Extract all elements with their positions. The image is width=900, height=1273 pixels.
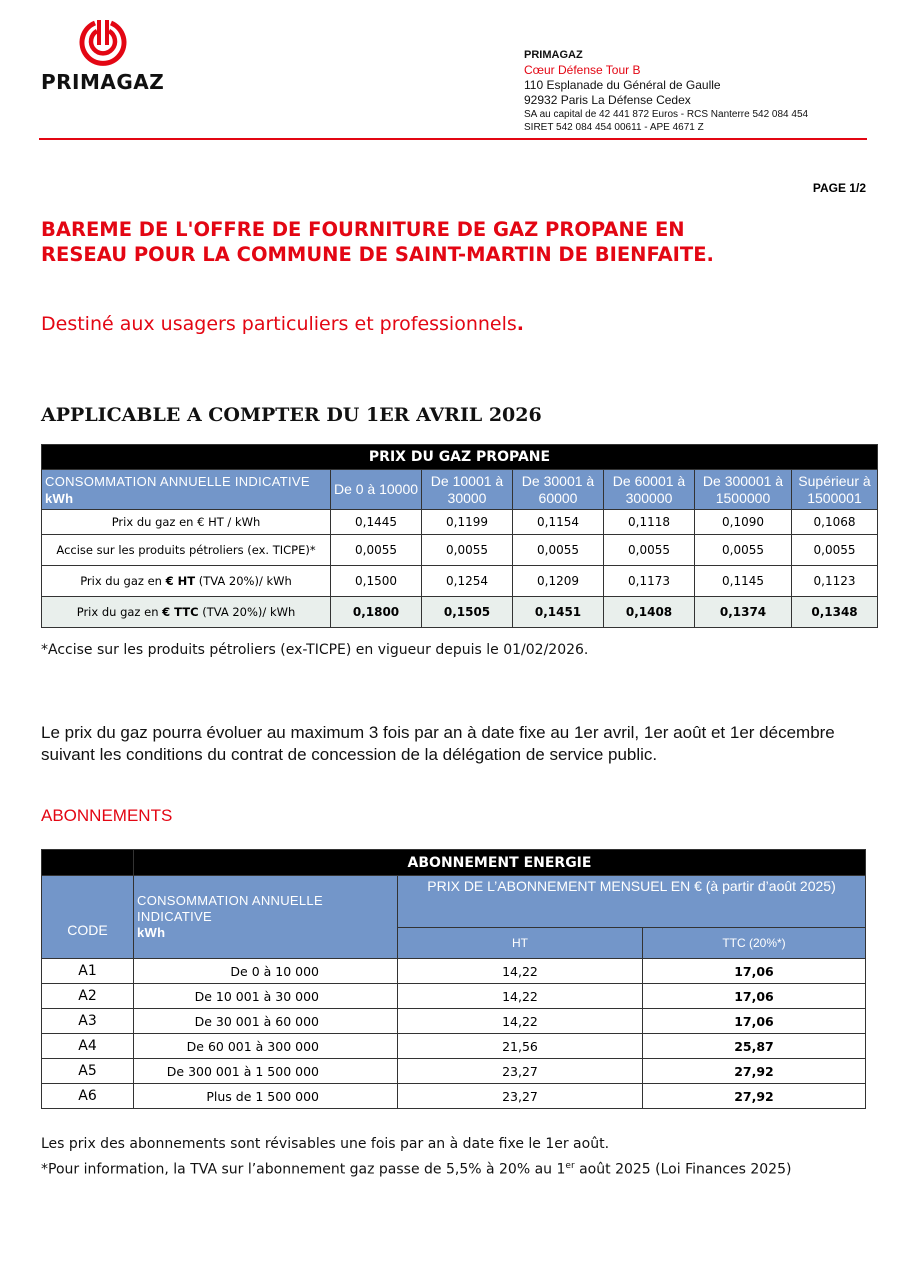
row-label: Accise sur les produits pétroliers (ex. TICPE)* xyxy=(42,535,331,566)
ht-cell: 14,22 xyxy=(398,984,643,1009)
column-header: De 300001 à 1500000 xyxy=(695,470,792,510)
footer-text: août 2025 (Loi Finances 2025) xyxy=(574,1161,792,1178)
consumption-header xyxy=(134,876,398,959)
ht-cell: 23,27 xyxy=(398,1084,643,1109)
street: 110 Esplanade du Général de Gaulle xyxy=(524,78,721,92)
subtitle-text: Destiné aux usagers particuliers et professionnels xyxy=(41,313,517,335)
city: 92932 Paris La Défense Cedex xyxy=(524,93,691,107)
ht-cell: 21,56 xyxy=(398,1034,643,1059)
cell: 0,1800 xyxy=(331,597,422,628)
cell: 0,1118 xyxy=(604,510,695,535)
code-cell: A3 xyxy=(42,1009,134,1034)
cell: 0,1068 xyxy=(792,510,878,535)
footer-text: *Pour information, la TVA sur l’abonnement gaz passe de 5,5% à 20% au 1 xyxy=(41,1161,566,1178)
company-name: PRIMAGAZ xyxy=(524,49,583,61)
cell: 0,1154 xyxy=(513,510,604,535)
table-row xyxy=(42,984,866,1009)
range-cell: De 30 001 à 60 000 xyxy=(134,1009,398,1034)
row-label: Prix du gaz en € HT / kWh xyxy=(42,510,331,535)
row-label xyxy=(42,597,331,628)
label-part: Prix du gaz en xyxy=(76,605,163,619)
range-cell: De 10 001 à 30 000 xyxy=(134,984,398,1009)
cell: 0,0055 xyxy=(422,535,513,566)
code-cell: A2 xyxy=(42,984,134,1009)
cell: 0,1145 xyxy=(695,566,792,597)
cell: 0,1500 xyxy=(331,566,422,597)
cell: 0,1123 xyxy=(792,566,878,597)
table-row xyxy=(42,1009,866,1034)
ttc-cell: 27,92 xyxy=(643,1084,866,1109)
cell: 0,1445 xyxy=(331,510,422,535)
table-row xyxy=(42,566,878,597)
range-cell: Plus de 1 500 000 xyxy=(134,1084,398,1109)
code-cell: A6 xyxy=(42,1084,134,1109)
capital: SA au capital de 42 441 872 Euros - RCS Nanterre 542 084 454 xyxy=(524,109,809,120)
cell: 0,1090 xyxy=(695,510,792,535)
applicable-date: APPLICABLE A COMPTER DU 1ER AVRIL 2026 xyxy=(41,404,542,426)
row-label xyxy=(42,566,331,597)
consumption-label: CONSOMMATION ANNUELLE INDICATIVE xyxy=(137,893,323,924)
label-part: Prix du gaz en xyxy=(80,574,166,588)
abonnements-heading: ABONNEMENTS xyxy=(41,806,173,825)
subscription-table-title: ABONNEMENT ENERGIE xyxy=(134,850,866,876)
table-row xyxy=(42,597,878,628)
building: Cœur Défense Tour B xyxy=(524,63,641,77)
ttc-header: TTC (20%*) xyxy=(643,927,866,958)
consumption-unit: kWh xyxy=(45,490,74,506)
cell: 0,1254 xyxy=(422,566,513,597)
range-cell: De 0 à 10 000 xyxy=(134,959,398,984)
cell: 0,0055 xyxy=(604,535,695,566)
siret: SIRET 542 084 454 00611 - APE 4671 Z xyxy=(524,122,704,133)
consumption-unit: kWh xyxy=(137,925,166,940)
column-header: De 60001 à 300000 xyxy=(604,470,695,510)
table-row xyxy=(42,959,866,984)
footer-notes xyxy=(41,1133,791,1181)
ht-cell: 14,22 xyxy=(398,1009,643,1034)
document-title: BAREME DE L'OFFRE DE FOURNITURE DE GAZ PROPANE EN RESEAU POUR LA COMMUNE DE SAINT-MARTIN DE BIENFAITE. xyxy=(41,218,714,266)
prices-table-title: PRIX DU GAZ PROPANE xyxy=(42,445,878,470)
cell: 0,1173 xyxy=(604,566,695,597)
cell: 0,0055 xyxy=(792,535,878,566)
document-subtitle xyxy=(41,313,524,335)
table-row xyxy=(42,535,878,566)
ttc-cell: 17,06 xyxy=(643,984,866,1009)
ht-cell: 14,22 xyxy=(398,959,643,984)
price-header: PRIX DE L’ABONNEMENT MENSUEL EN € (à partir d’août 2025) xyxy=(398,876,866,928)
code-cell: A4 xyxy=(42,1034,134,1059)
subtitle-dot: . xyxy=(516,313,525,335)
table-row xyxy=(42,1084,866,1109)
header-divider xyxy=(39,138,867,140)
prices-table xyxy=(41,444,878,628)
table-row xyxy=(42,510,878,535)
cell: 0,0055 xyxy=(513,535,604,566)
table-row xyxy=(42,1034,866,1059)
column-header: De 30001 à 60000 xyxy=(513,470,604,510)
code-cell: A5 xyxy=(42,1059,134,1084)
label-part: (TVA 20%)/ kWh xyxy=(195,574,292,588)
consumption-header xyxy=(42,470,331,510)
ttc-cell: 27,92 xyxy=(643,1059,866,1084)
company-address xyxy=(524,48,808,134)
page-number: PAGE 1/2 xyxy=(812,181,866,195)
table-row xyxy=(42,1059,866,1084)
cell: 0,1199 xyxy=(422,510,513,535)
header-blank xyxy=(42,850,134,876)
label-bold: € HT xyxy=(165,574,196,588)
column-header: De 10001 à 30000 xyxy=(422,470,513,510)
subscription-table xyxy=(41,849,866,1109)
evolution-text: Le prix du gaz pourra évoluer au maximum 3 fois par an à date fixe au 1er avril, 1er août et 1er décembre suivant les conditions du contrat de concession de la délégation de service public. xyxy=(41,723,835,764)
consumption-label: CONSOMMATION ANNUELLE INDICATIVE xyxy=(45,473,310,489)
cell: 0,0055 xyxy=(695,535,792,566)
footer-sup: er xyxy=(565,1161,575,1171)
column-header: Supérieur à 1500001 xyxy=(792,470,878,510)
cell: 0,1505 xyxy=(422,597,513,628)
primagaz-logo-icon xyxy=(78,17,128,67)
footer-line-1: Les prix des abonnements sont révisables une fois par an à date fixe le 1er août. xyxy=(41,1136,610,1152)
range-cell: De 60 001 à 300 000 xyxy=(134,1034,398,1059)
ttc-cell: 25,87 xyxy=(643,1034,866,1059)
column-header: De 0 à 10000 xyxy=(331,470,422,510)
ht-header: HT xyxy=(398,927,643,958)
ht-cell: 23,27 xyxy=(398,1059,643,1084)
code-cell: A1 xyxy=(42,959,134,984)
cell: 0,1348 xyxy=(792,597,878,628)
cell: 0,1374 xyxy=(695,597,792,628)
logo-text: PRIMAGAZ xyxy=(41,70,165,94)
cell: 0,1451 xyxy=(513,597,604,628)
code-header: CODE xyxy=(42,876,134,959)
label-bold: € TTC xyxy=(162,605,199,619)
label-part: (TVA 20%)/ kWh xyxy=(198,605,296,619)
ttc-cell: 17,06 xyxy=(643,959,866,984)
footer-line-2 xyxy=(41,1155,791,1181)
accise-note: *Accise sur les produits pétroliers (ex-TICPE) en vigueur depuis le 01/02/2026. xyxy=(41,642,589,658)
range-cell: De 300 001 à 1 500 000 xyxy=(134,1059,398,1084)
ttc-cell: 17,06 xyxy=(643,1009,866,1034)
cell: 0,1408 xyxy=(604,597,695,628)
cell: 0,0055 xyxy=(331,535,422,566)
cell: 0,1209 xyxy=(513,566,604,597)
